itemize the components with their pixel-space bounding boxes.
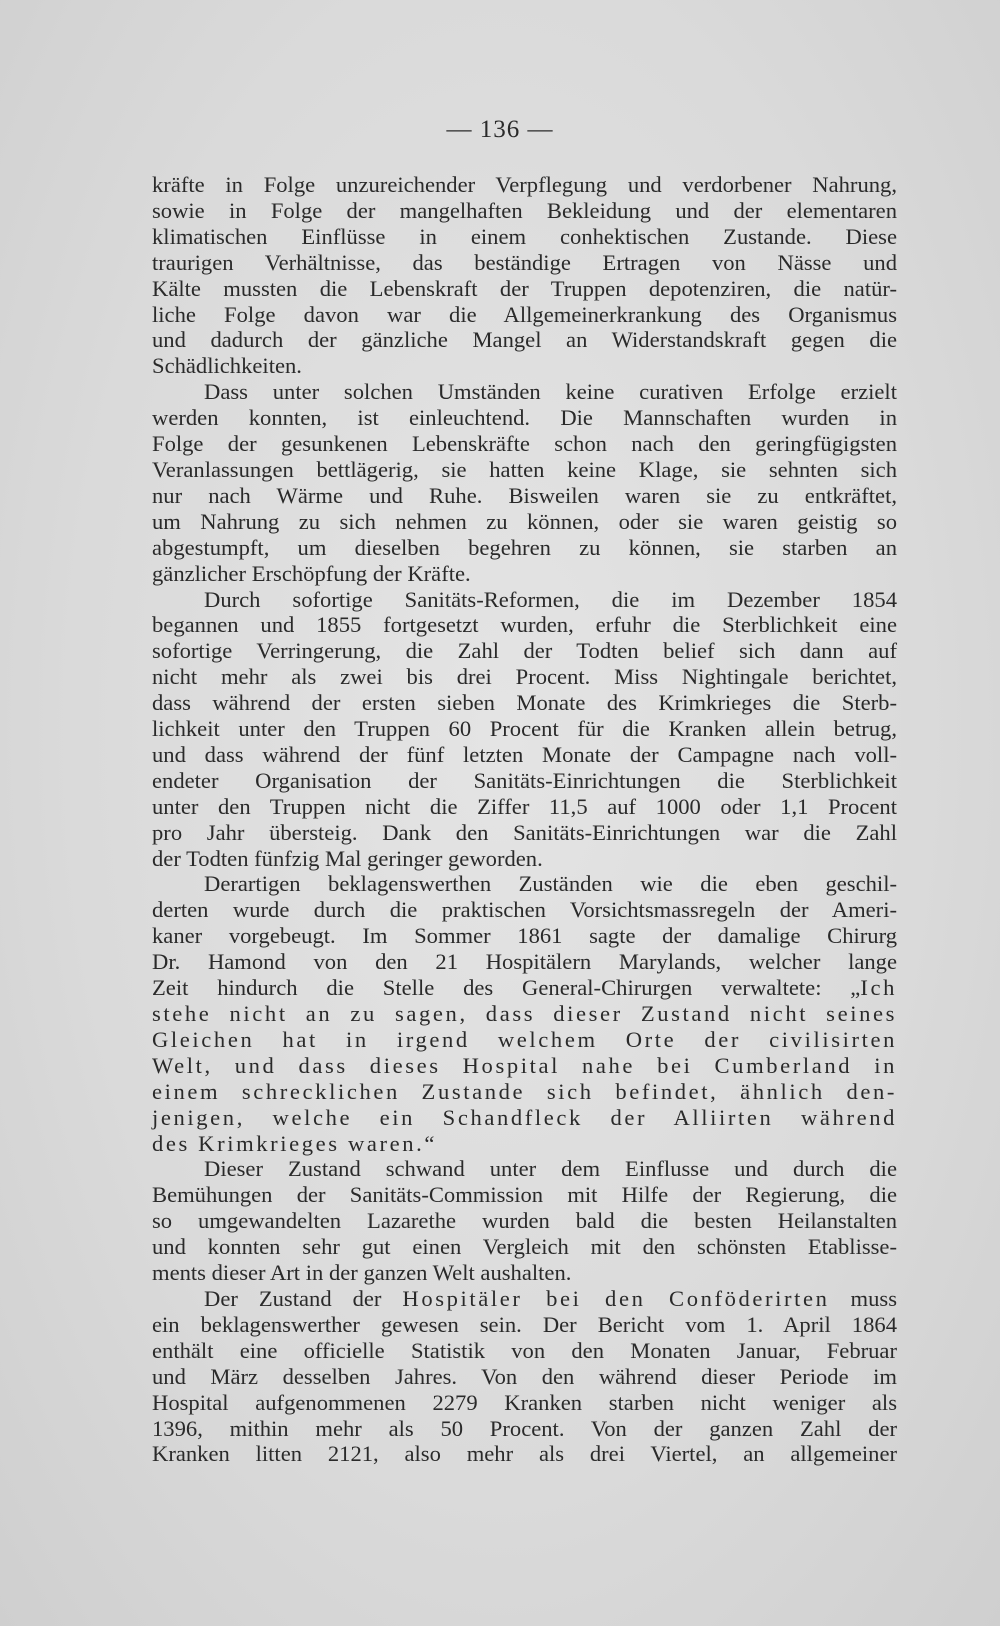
- text-line: [152, 1027, 897, 1053]
- line-text: begannen und 1855 fortgesetzt wurden, erfuhr die Sterblichkeit eine: [152, 612, 897, 638]
- line-text: derten wurde durch die praktischen Vorsichtsmassregeln der Ameri-: [152, 897, 897, 923]
- emphasized-text: des Krimkrieges waren.“: [152, 1130, 438, 1156]
- text-line: [152, 612, 897, 638]
- paragraph: [152, 172, 897, 379]
- line-text: um Nahrung zu sich nehmen zu können, oder sie waren geistig so: [152, 508, 897, 534]
- line-text: Dieser Zustand schwand unter dem Einflusse und durch die: [204, 1156, 897, 1182]
- text-line: [152, 1208, 897, 1234]
- text-line: [152, 1234, 897, 1260]
- line-text: Durch sofortige Sanitäts-Reformen, die im Dezember 1854: [204, 586, 897, 612]
- text-line: [152, 1416, 897, 1442]
- paragraph: [152, 379, 897, 586]
- text-line: [152, 353, 897, 379]
- line-text: muss: [829, 1285, 897, 1311]
- line-text: gänzlicher Erschöpfung der Kräfte.: [152, 560, 471, 586]
- text-line: [152, 561, 897, 587]
- text-line: [152, 509, 897, 535]
- text-line: [152, 172, 897, 198]
- line-text: Bemühungen der Sanitäts-Commission mit Hilfe der Regierung, die: [152, 1182, 897, 1208]
- paragraph: [152, 587, 897, 872]
- line-text: und dass während der fünf letzten Monate der Campagne nach voll-: [152, 741, 897, 767]
- emphasized-text: Hospitäler bei den Conföderirten: [402, 1285, 830, 1311]
- text-line: [152, 1286, 897, 1312]
- line-text: kaner vorgebeugt. Im Sommer 1861 sagte der damalige Chirurg: [152, 923, 897, 949]
- text-line: [152, 949, 897, 975]
- text-line: [152, 405, 897, 431]
- text-line: [152, 794, 897, 820]
- text-line: [152, 1312, 897, 1338]
- text-line: [152, 224, 897, 250]
- line-text: 1396, mithin mehr als 50 Procent. Von der ganzen Zahl der: [152, 1415, 897, 1441]
- line-text: Derartigen beklagenswerthen Zuständen wie die eben geschil-: [204, 871, 897, 897]
- text-line: [152, 457, 897, 483]
- line-text: so umgewandelten Lazarethe wurden bald die besten Heilanstalten: [152, 1208, 897, 1234]
- text-line: [152, 1001, 897, 1027]
- emphasized-text: stehe nicht an zu sagen, dass dieser Zustand nicht seines: [152, 1001, 897, 1026]
- line-text: dass während der ersten sieben Monate des Krimkrieges die Sterb-: [152, 690, 897, 716]
- emphasized-text: Welt, und dass dieses Hospital nahe bei Cumberland in: [152, 1052, 897, 1078]
- text-line: [152, 1182, 897, 1208]
- emphasized-text: jenigen, welche ein Schandfleck der Alliirten während: [152, 1104, 897, 1130]
- line-text: klimatischen Einflüsse in einem conhektischen Zustande. Diese: [152, 223, 897, 249]
- text-line: [152, 1260, 897, 1286]
- emphasized-text: einem schrecklichen Zustande sich befindet, ähnlich den-: [152, 1078, 897, 1104]
- line-text: pro Jahr übersteig. Dank den Sanitäts-Einrichtungen war die Zahl: [152, 819, 897, 845]
- text-line: [152, 846, 897, 872]
- line-text: sofortige Verringerung, die Zahl der Todten belief sich dann auf: [152, 638, 897, 664]
- line-text: Dass unter solchen Umständen keine curativen Erfolge erzielt: [204, 379, 897, 405]
- line-text: und März desselben Jahres. Von den während dieser Periode im: [152, 1363, 897, 1389]
- page-number: — 136 —: [446, 116, 554, 143]
- line-text: Veranlassungen bettlägerig, sie hatten keine Klage, sie sehnten sich: [152, 456, 897, 482]
- text-line: [152, 690, 897, 716]
- line-text: sowie in Folge der mangelhaften Bekleidung und der elementaren: [152, 197, 897, 223]
- paragraph: [152, 1156, 897, 1286]
- line-text: traurigen Verhältnisse, das beständige Ertragen von Nässe und: [152, 249, 897, 275]
- text-line: [152, 1364, 897, 1390]
- line-text: der Todten fünfzig Mal geringer geworden.: [152, 845, 543, 871]
- line-text: abgestumpft, um dieselben begehren zu können, sie starben an: [152, 534, 897, 560]
- line-text: ein beklagenswerther gewesen sein. Der Bericht vom 1. April 1864: [152, 1311, 897, 1337]
- body-text: [152, 172, 897, 1467]
- text-line: [152, 483, 897, 509]
- text-line: [152, 431, 897, 457]
- line-text: Hospital aufgenommenen 2279 Kranken starben nicht weniger als: [152, 1389, 897, 1415]
- text-line: [152, 975, 897, 1001]
- text-line: [152, 535, 897, 561]
- line-text: nur nach Wärme und Ruhe. Bisweilen waren sie zu entkräftet,: [152, 482, 897, 508]
- text-line: [152, 768, 897, 794]
- line-text: lichkeit unter den Truppen 60 Procent für die Kranken allein betrug,: [152, 716, 897, 742]
- text-line: [152, 1441, 897, 1467]
- line-text: ments dieser Art in der ganzen Welt aushalten.: [152, 1260, 572, 1286]
- text-line: [152, 871, 897, 897]
- line-text: kräfte in Folge unzureichender Verpflegung und verdorbener Nahrung,: [152, 172, 897, 197]
- line-text: Kranken litten 2121, also mehr als drei Viertel, an allgemeiner: [152, 1441, 897, 1467]
- text-line: [152, 198, 897, 224]
- emphasized-text: Gleichen hat in irgend welchem Orte der civilisirten: [152, 1026, 897, 1052]
- line-text: und konnten sehr gut einen Vergleich mit den schönsten Etablisse-: [152, 1234, 897, 1260]
- line-text: und dadurch der gänzliche Mangel an Widerstandskraft gegen die: [152, 327, 897, 353]
- line-text: werden konnten, ist einleuchtend. Die Mannschaften wurden in: [152, 405, 897, 431]
- text-line: [152, 820, 897, 846]
- text-line: [152, 302, 897, 328]
- emphasized-text: Ich: [860, 975, 897, 1001]
- text-line: [152, 897, 897, 923]
- text-line: [152, 923, 897, 949]
- line-text: Zeit hindurch die Stelle des General-Chirurgen verwaltete: „: [152, 975, 861, 1001]
- text-line: [152, 1053, 897, 1079]
- text-line: [152, 327, 897, 353]
- paragraph: [152, 1286, 897, 1467]
- text-line: [152, 250, 897, 276]
- text-line: [152, 276, 897, 302]
- line-text: Schädlichkeiten.: [152, 353, 302, 379]
- paragraph: [152, 871, 897, 1156]
- line-text: enthält eine officielle Statistik von den Monaten Januar, Februar: [152, 1337, 897, 1363]
- text-line: [152, 1131, 897, 1157]
- text-line: [152, 1338, 897, 1364]
- line-text: liche Folge davon war die Allgemeinerkrankung des Organismus: [152, 301, 897, 327]
- line-text: Folge der gesunkenen Lebenskräfte schon nach den geringfügigsten: [152, 431, 897, 457]
- line-text: nicht mehr als zwei bis drei Procent. Miss Nightingale berichtet,: [152, 664, 897, 690]
- text-line: [152, 716, 897, 742]
- text-line: [152, 638, 897, 664]
- text-line: [152, 1105, 897, 1131]
- text-line: [152, 379, 897, 405]
- line-text: endeter Organisation der Sanitäts-Einrichtungen die Sterblichkeit: [152, 767, 897, 793]
- text-line: [152, 664, 897, 690]
- line-text: Kälte mussten die Lebenskraft der Truppen depotenziren, die natür-: [152, 275, 897, 301]
- text-line: [152, 1390, 897, 1416]
- line-text: Der Zustand der: [204, 1285, 403, 1311]
- line-text: Dr. Hamond von den 21 Hospitälern Marylands, welcher lange: [152, 949, 897, 975]
- text-line: [152, 1156, 897, 1182]
- line-text: unter den Truppen nicht die Ziffer 11,5 auf 1000 oder 1,1 Procent: [152, 793, 897, 819]
- text-line: [152, 742, 897, 768]
- text-line: [152, 1079, 897, 1105]
- text-line: [152, 587, 897, 613]
